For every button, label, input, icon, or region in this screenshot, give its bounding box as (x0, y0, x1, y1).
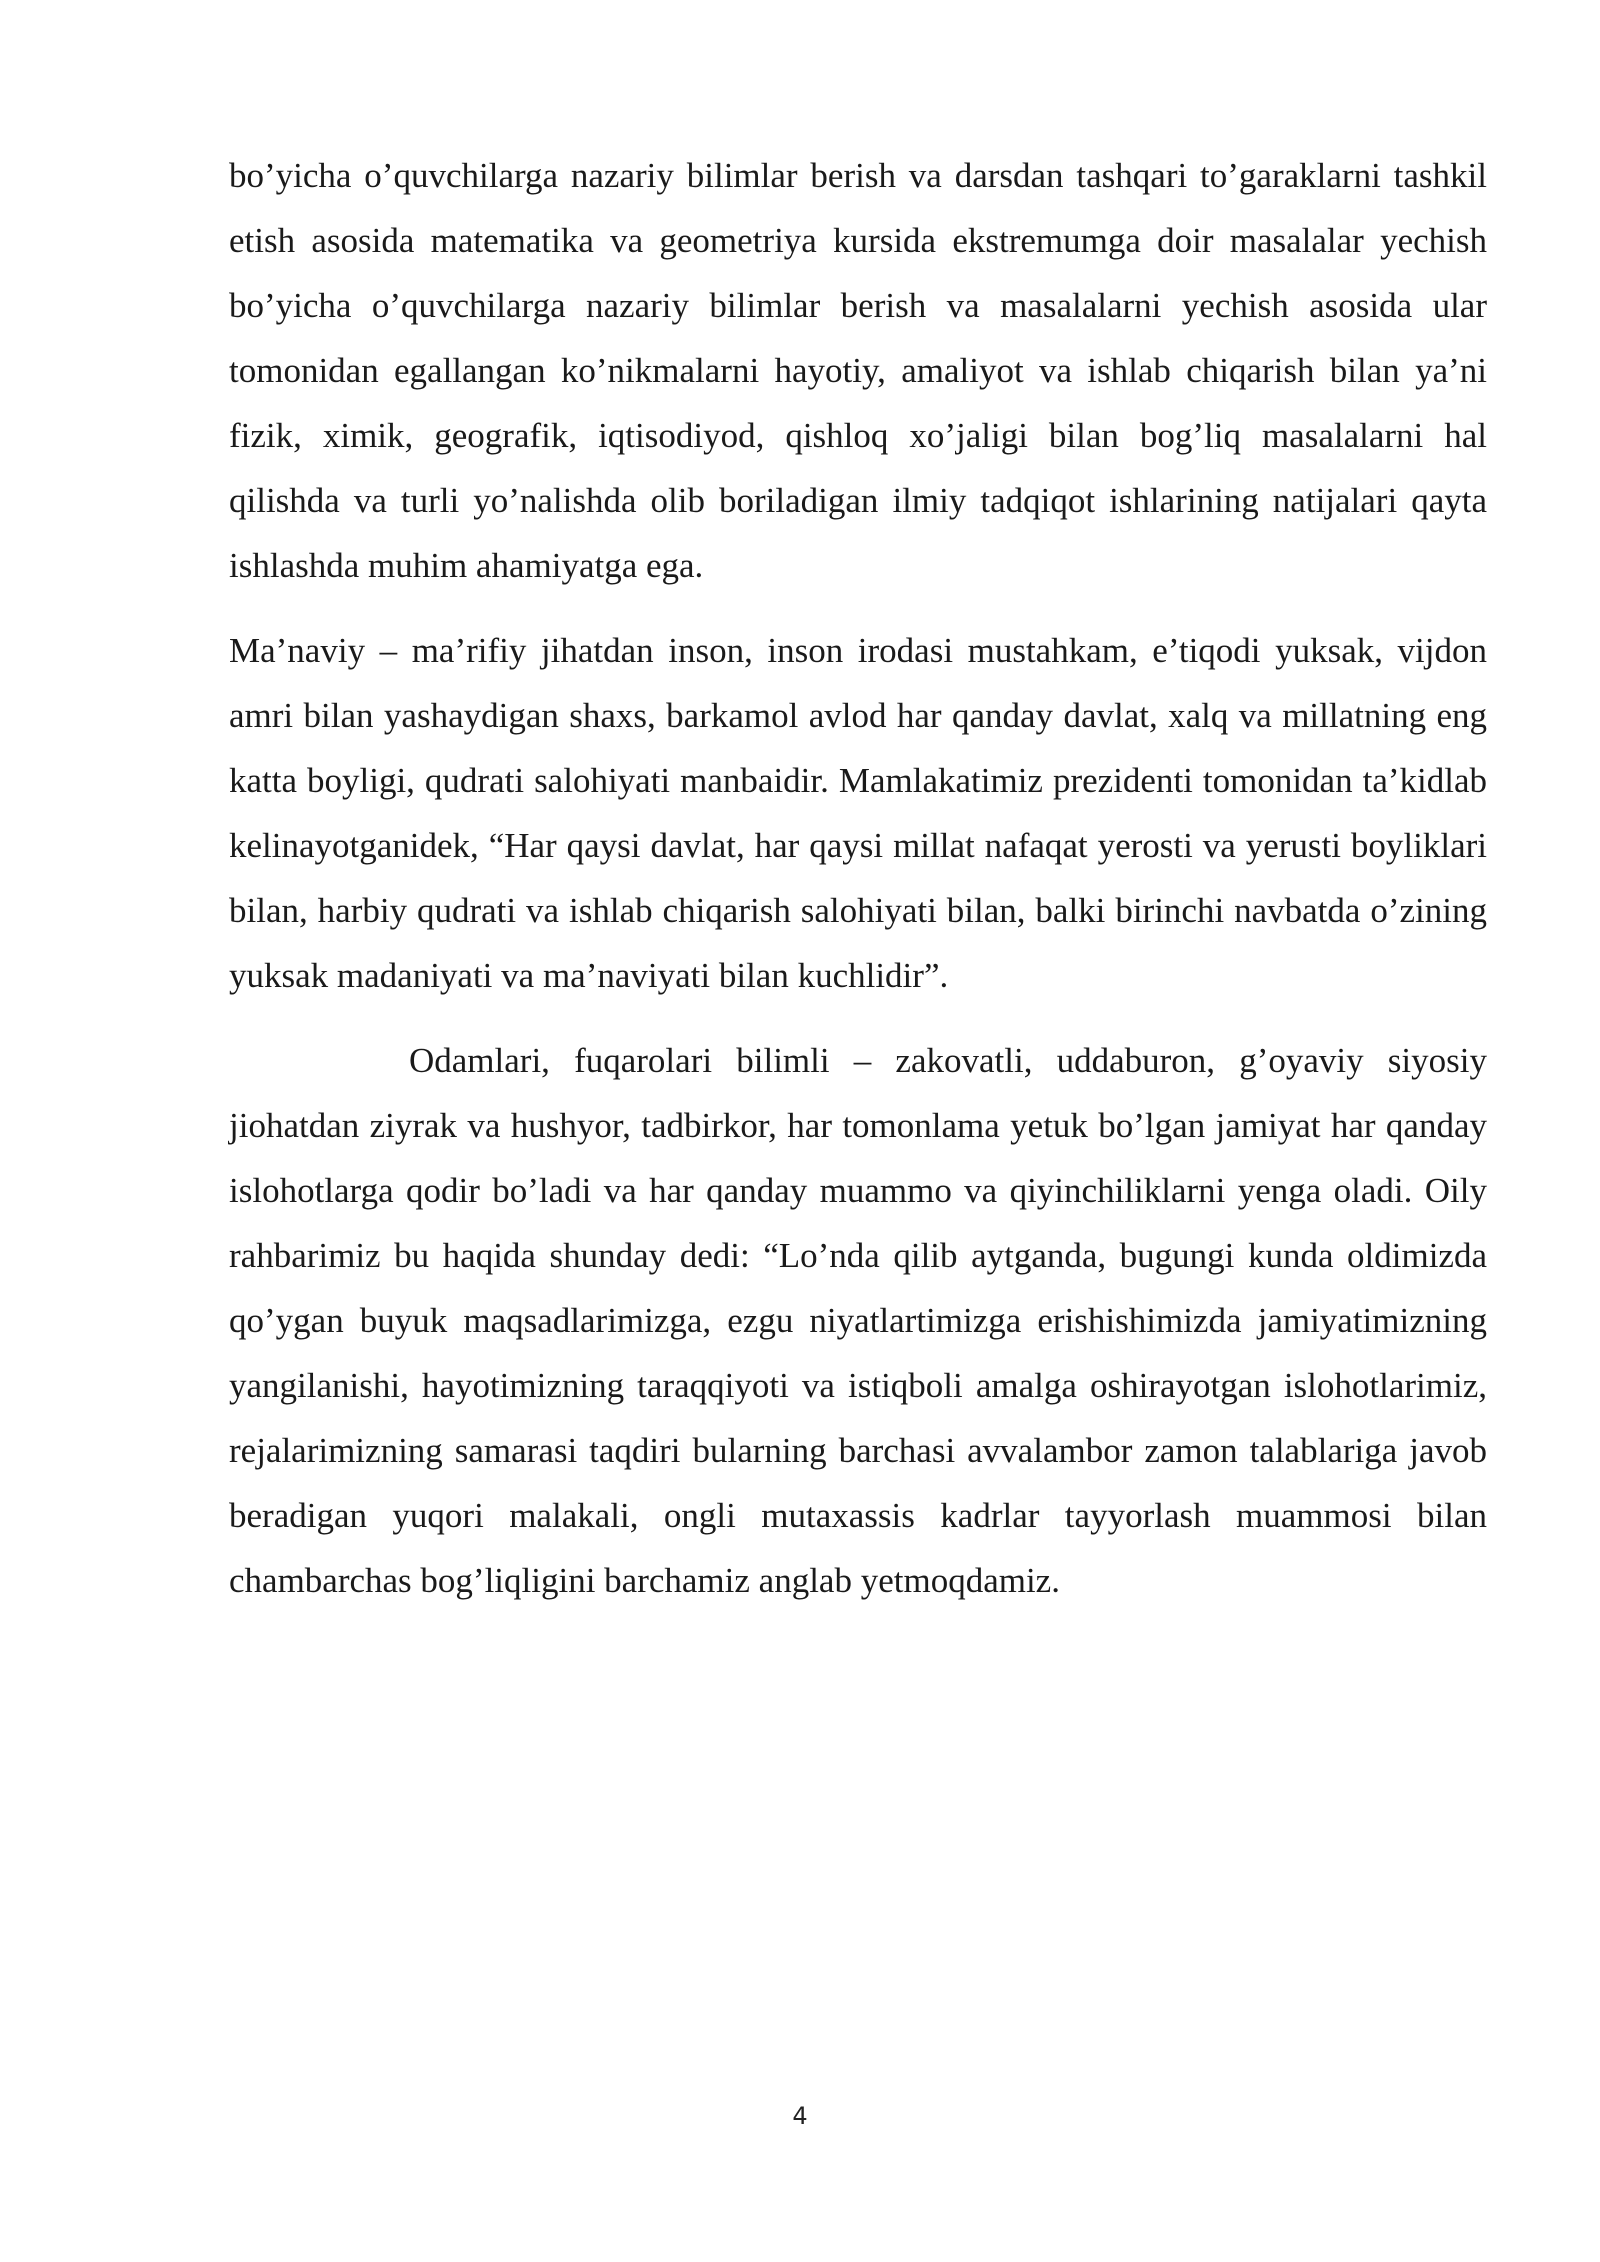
body-text (229, 143, 1487, 1633)
paragraph: bo’yicha o’quvchilarga nazariy bilimlar berish va darsdan tashqari to’garaklarni tashkil etish asosida matematika va geometriya kursida ekstremumga doir masalalar yechish bo’yicha o’quvchilarga nazariy bilimlar berish va masalalarni yechish asosida ular tomonidan egallangan ko’nikmalarni hayotiy, amaliyot va ishlab chiqarish bilan ya’ni fizik, ximik, geografik, iqtisodiyod, qishloq xo’jaligi bilan bog’liq masalalarni hal qilishda va turli yo’nalishda olib boriladigan ilmiy tadqiqot ishlarining natijalari qayta ishlashda muhim ahamiyatga ega. (229, 156, 1487, 585)
paragraph: Ma’naviy – ma’rifiy jihatdan inson, inson irodasi mustahkam, e’tiqodi yuksak, vijdon amri bilan yashaydigan shaxs, barkamol avlod har qanday davlat, xalq va millatning eng katta boyligi, qudrati salohiyati manbaidir. Mamlakatimiz prezidenti tomonidan ta’kidlab kelinayotganidek, “Har qaysi davlat, har qaysi millat nafaqat yerosti va yerusti boyliklari bilan, harbiy qudrati va ishlab chiqarish salohiyati bilan, balki birinchi navbatda o’zining yuksak madaniyati va ma’naviyati bilan kuchlidir”. (229, 631, 1487, 995)
page-number: 4 (792, 2102, 808, 2130)
paragraph: Odamlari, fuqarolari bilimli – zakovatli, uddaburon, g’oyaviy siyosiy jiohatdan ziyrak va hushyor, tadbirkor, har tomonlama yetuk bo’lgan jamiyat har qanday islohotlarga qodir bo’ladi va har qanday muammo va qiyinchiliklarni yenga oladi. Oily rahbarimiz bu haqida shunday dedi: “Lo’nda qilib aytganda, bugungi kunda oldimizda qo’ygan buyuk maqsadlarimizga, ezgu niyatlartimizga erishishimizda jamiyatimizning yangilanishi, hayotimizning taraqqiyoti va istiqboli amalga oshirayotgan islohotlarimiz, rejalarimizning samarasi taqdiri bularning barchasi avvalambor zamon talablariga javob beradigan yuqori malakali, ongli mutaxassis kadrlar tayyorlash muammosi bilan chambarchas bog’liqligini barchamiz anglab yetmoqdamiz. (229, 1041, 1487, 1600)
